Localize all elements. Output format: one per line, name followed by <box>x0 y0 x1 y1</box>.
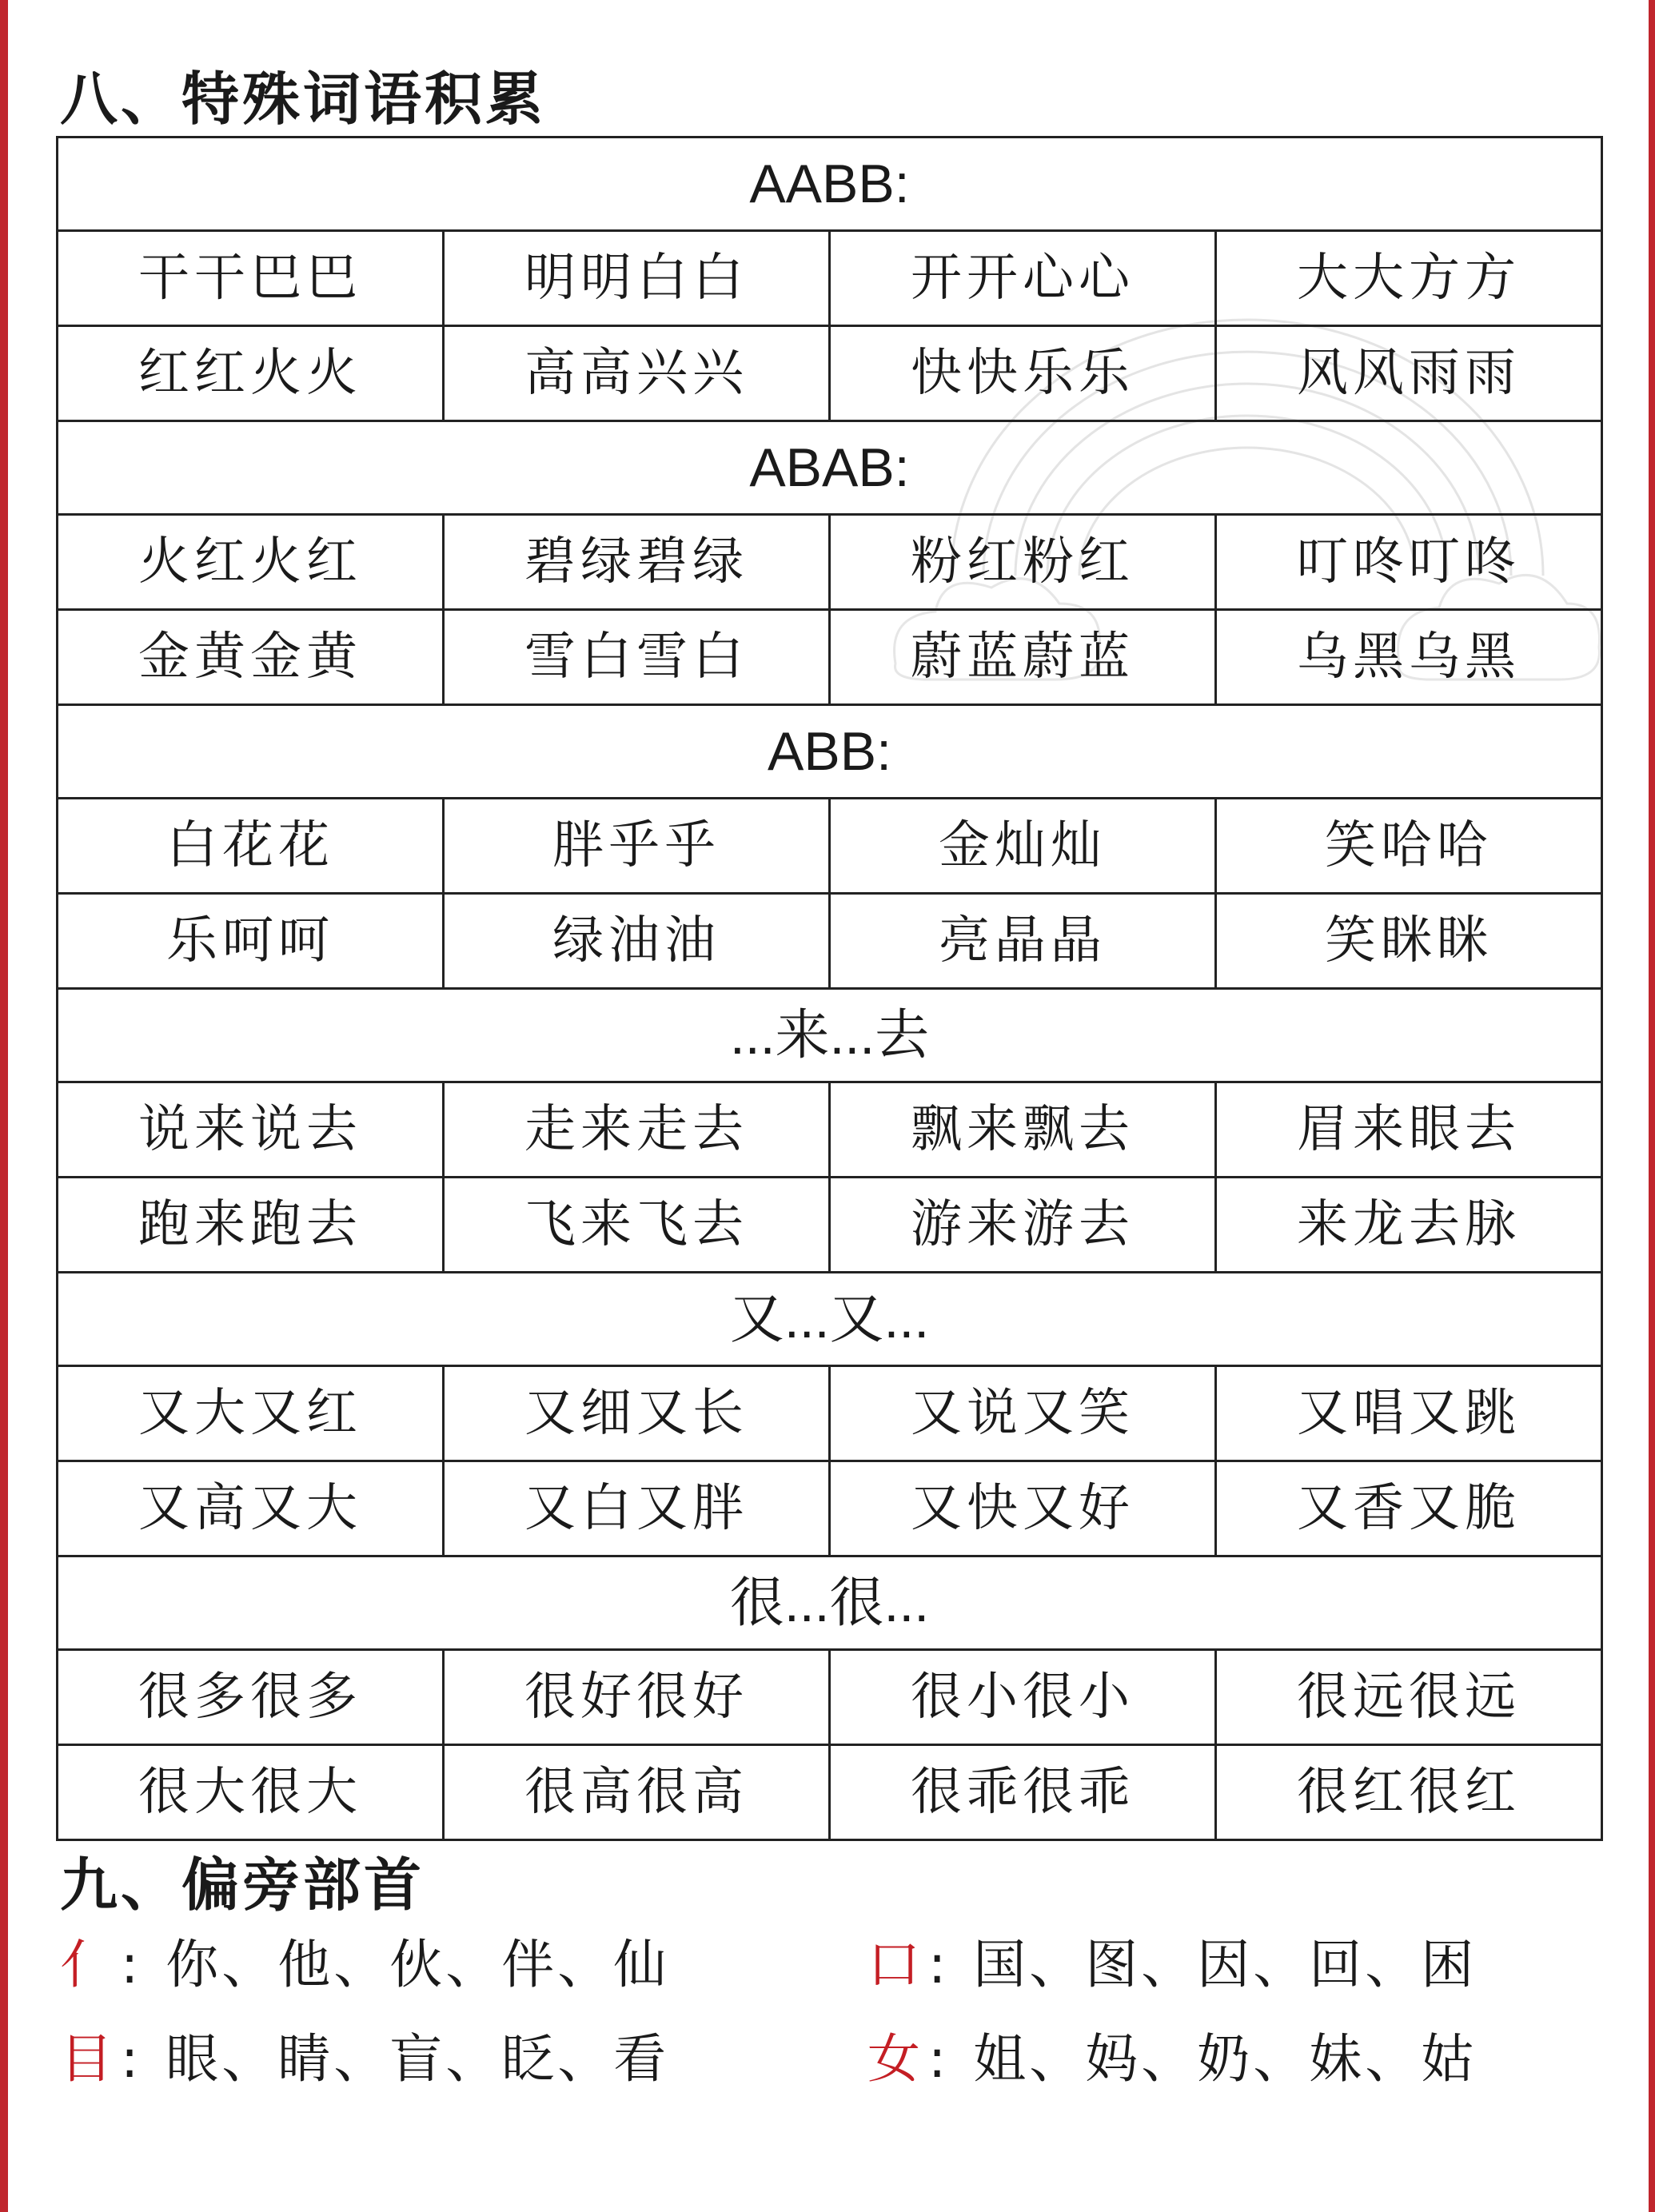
radical-examples: 眼、睛、盲、眨、看 <box>166 2028 670 2090</box>
word-cell: 游来游去 <box>830 1178 1216 1273</box>
word-cell: 很乖很乖 <box>830 1745 1216 1840</box>
radical-item <box>867 1934 1478 1995</box>
word-cell: 走来走去 <box>444 1082 830 1178</box>
word-cell: 干干巴巴 <box>58 231 444 326</box>
word-cell: 又白又胖 <box>444 1461 830 1556</box>
word-cell: 乌黑乌黑 <box>1216 610 1602 705</box>
group-header: 又...又... <box>58 1273 1602 1366</box>
radical-examples: 国、图、因、回、困 <box>973 1934 1478 1995</box>
word-cell: 又香又脆 <box>1216 1461 1602 1556</box>
word-cell: 很多很多 <box>58 1650 444 1745</box>
word-cell: 又高又大 <box>58 1461 444 1556</box>
radical-row <box>60 2028 1603 2127</box>
group-header: ABAB: <box>58 421 1602 515</box>
word-cell: 大大方方 <box>1216 231 1602 326</box>
word-cell: 碧绿碧绿 <box>444 515 830 610</box>
word-cell: 开开心心 <box>830 231 1216 326</box>
radical-colon: : <box>928 1934 947 1995</box>
word-cell: 又说又笑 <box>830 1366 1216 1461</box>
radical-char: 口 <box>867 1934 920 1995</box>
radical-colon: : <box>121 1934 139 1995</box>
word-cell: 明明白白 <box>444 231 830 326</box>
word-cell: 快快乐乐 <box>830 326 1216 421</box>
radical-char: 女 <box>867 2028 920 2090</box>
word-cell: 笑眯眯 <box>1216 894 1602 989</box>
word-cell: 很大很大 <box>58 1745 444 1840</box>
word-cell: 跑来跑去 <box>58 1178 444 1273</box>
radical-colon: : <box>928 2028 947 2090</box>
word-cell: 飘来飘去 <box>830 1082 1216 1178</box>
word-accumulation-table <box>56 136 1603 1841</box>
word-cell: 雪白雪白 <box>444 610 830 705</box>
word-cell: 很好很好 <box>444 1650 830 1745</box>
word-cell: 亮晶晶 <box>830 894 1216 989</box>
word-cell: 红红火火 <box>58 326 444 421</box>
word-cell: 又大又红 <box>58 1366 444 1461</box>
word-cell: 粉红粉红 <box>830 515 1216 610</box>
radical-colon: : <box>121 2028 139 2090</box>
word-cell: 又细又长 <box>444 1366 830 1461</box>
radical-list <box>60 1934 1603 2127</box>
word-cell: 说来说去 <box>58 1082 444 1178</box>
word-cell: 白花花 <box>58 799 444 894</box>
word-cell: 很高很高 <box>444 1745 830 1840</box>
page-right-border <box>1649 0 1655 2212</box>
word-cell: 金灿灿 <box>830 799 1216 894</box>
word-cell: 眉来眼去 <box>1216 1082 1602 1178</box>
group-header: AABB: <box>58 138 1602 231</box>
radical-item <box>60 2028 670 2090</box>
word-cell: 来龙去脉 <box>1216 1178 1602 1273</box>
radical-examples: 姐、妈、奶、妹、姑 <box>973 2028 1478 2090</box>
section-9-title: 九、偏旁部首 <box>60 1851 425 1919</box>
radical-examples: 你、他、伙、伴、仙 <box>166 1934 670 1995</box>
word-cell: 风风雨雨 <box>1216 326 1602 421</box>
word-cell: 高高兴兴 <box>444 326 830 421</box>
radical-item <box>60 1934 670 1995</box>
word-cell: 又唱又跳 <box>1216 1366 1602 1461</box>
word-cell: 笑哈哈 <box>1216 799 1602 894</box>
group-header: ABB: <box>58 705 1602 799</box>
word-cell: 胖乎乎 <box>444 799 830 894</box>
page-left-border <box>0 0 8 2212</box>
word-cell: 金黄金黄 <box>58 610 444 705</box>
word-cell: 绿油油 <box>444 894 830 989</box>
group-header: 很...很... <box>58 1556 1602 1650</box>
word-cell: 很红很红 <box>1216 1745 1602 1840</box>
word-cell: 蔚蓝蔚蓝 <box>830 610 1216 705</box>
word-cell: 叮咚叮咚 <box>1216 515 1602 610</box>
word-cell: 很小很小 <box>830 1650 1216 1745</box>
radical-row <box>60 1934 1603 2033</box>
word-cell: 乐呵呵 <box>58 894 444 989</box>
group-header: ...来...去 <box>58 989 1602 1082</box>
radical-char: 目 <box>60 2028 113 2090</box>
word-cell: 又快又好 <box>830 1461 1216 1556</box>
radical-item <box>867 2028 1478 2090</box>
radical-char: 亻 <box>60 1934 113 1995</box>
word-cell: 飞来飞去 <box>444 1178 830 1273</box>
section-8-title: 八、特殊词语积累 <box>60 66 547 133</box>
word-cell: 火红火红 <box>58 515 444 610</box>
word-cell: 很远很远 <box>1216 1650 1602 1745</box>
